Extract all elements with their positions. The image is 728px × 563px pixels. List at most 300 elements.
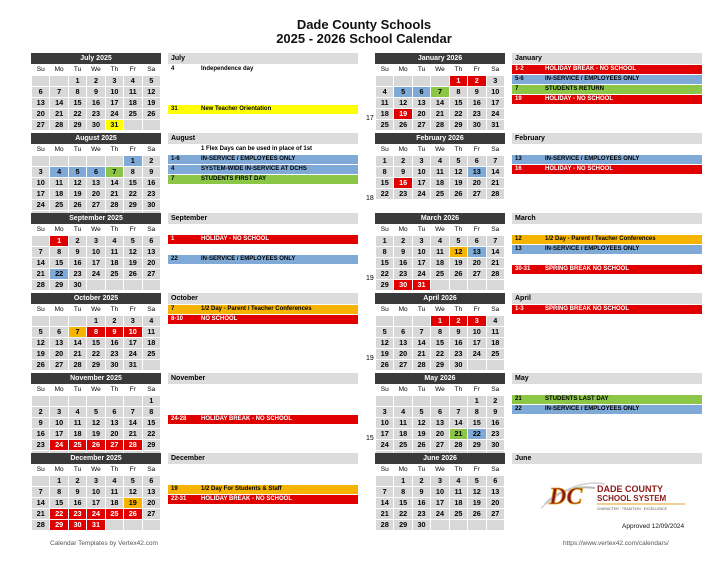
calendar-day: 22 — [50, 269, 68, 280]
calendar-day: 13 — [50, 338, 68, 349]
calendar-event — [168, 415, 358, 424]
month-notes-header: November — [168, 373, 358, 384]
calendar-day: 18 — [68, 429, 86, 440]
month-header: April 2026 — [375, 293, 505, 304]
calendar-title: 2025 - 2026 School Calendar — [276, 31, 452, 46]
calendar-day: 13 — [142, 487, 160, 498]
calendar-day: 5 — [68, 167, 86, 178]
event-text: New Teacher Orientation — [201, 106, 272, 112]
calendar-day: 25 — [124, 109, 142, 120]
calendar-day: 7 — [32, 487, 50, 498]
calendar-day: 20 — [486, 498, 504, 509]
logo-line1: DADE COUNTY — [597, 484, 664, 494]
calendar-day: 7 — [431, 87, 449, 98]
calendar-day: 10 — [412, 247, 430, 258]
calendar-day: 12 — [412, 418, 430, 429]
calendar-day: 28 — [376, 520, 394, 531]
calendar-day: 15 — [376, 178, 394, 189]
logo-tagline: CHARACTER · TRADITION · EXCELLENCE — [597, 507, 667, 511]
empty-day — [124, 396, 142, 407]
event-date: 22 — [515, 406, 522, 412]
calendar-day: 18 — [376, 109, 394, 120]
calendar-day: 19 — [87, 429, 105, 440]
weekday-label: Tu — [412, 145, 430, 156]
calendar-day: 18 — [105, 498, 123, 509]
empty-day — [32, 236, 50, 247]
calendar-day: 30 — [142, 200, 160, 211]
calendar-day: 16 — [142, 178, 160, 189]
calendar-day: 27 — [394, 360, 412, 371]
calendar-day: 30 — [412, 520, 430, 531]
calendar-day: 15 — [87, 338, 105, 349]
calendar-event — [168, 245, 358, 254]
calendar-day: 18 — [394, 429, 412, 440]
weekday-label: We — [431, 465, 449, 476]
calendar-day: 22 — [124, 189, 142, 200]
event-date: 31 — [171, 106, 178, 112]
calendar-day: 13 — [142, 247, 160, 258]
approved-date: Approved 12/09/2024 — [622, 523, 685, 530]
calendar-day: 9 — [105, 327, 123, 338]
event-text: IN-SERVICE / EMPLOYEES ONLY — [545, 156, 640, 162]
calendar-day: 6 — [468, 156, 486, 167]
calendar-day: 29 — [394, 520, 412, 531]
calendar-day: 10 — [376, 418, 394, 429]
calendar-day: 23 — [486, 429, 504, 440]
calendar-day: 14 — [124, 418, 142, 429]
calendar-day: 25 — [486, 349, 504, 360]
calendar-day: 17 — [412, 178, 430, 189]
calendar-day: 16 — [394, 258, 412, 269]
empty-day — [105, 280, 123, 291]
weekday-label: Th — [449, 305, 467, 316]
calendar-day: 20 — [32, 109, 50, 120]
calendar-day: 13 — [87, 178, 105, 189]
school-days-count: 19 — [366, 355, 374, 362]
event-date: 4 — [171, 66, 175, 72]
calendar-day: 4 — [449, 476, 467, 487]
calendar-day: 3 — [87, 236, 105, 247]
calendar-day: 1 — [468, 396, 486, 407]
calendar-day: 2 — [68, 236, 86, 247]
calendar-day: 23 — [105, 349, 123, 360]
calendar-day: 16 — [468, 98, 486, 109]
empty-day — [394, 316, 412, 327]
month-calendar — [375, 53, 505, 131]
calendar-day: 9 — [68, 487, 86, 498]
weekday-label: Su — [32, 65, 50, 76]
empty-day — [32, 476, 50, 487]
calendar-day: 8 — [124, 167, 142, 178]
calendar-day: 28 — [486, 269, 504, 280]
calendar-day: 26 — [449, 269, 467, 280]
weekday-label: Mo — [50, 305, 68, 316]
empty-day — [376, 316, 394, 327]
school-days-count: 17 — [366, 115, 374, 122]
calendar-day: 19 — [394, 109, 412, 120]
weekday-label: Th — [449, 465, 467, 476]
event-text: 1/2 Day For Students & Staff — [201, 486, 282, 492]
weekday-label: Mo — [394, 225, 412, 236]
calendar-day: 13 — [431, 418, 449, 429]
calendar-day: 5 — [449, 156, 467, 167]
calendar-day: 29 — [431, 360, 449, 371]
calendar-day: 2 — [486, 396, 504, 407]
calendar-day: 30 — [105, 360, 123, 371]
calendar-day: 17 — [32, 189, 50, 200]
calendar-day: 15 — [68, 98, 86, 109]
calendar-day: 2 — [87, 76, 105, 87]
calendar-day: 13 — [32, 98, 50, 109]
calendar-day: 24 — [431, 509, 449, 520]
empty-day — [32, 156, 50, 167]
weekday-label: Sa — [486, 225, 504, 236]
calendar-day: 7 — [105, 167, 123, 178]
calendar-day: 21 — [376, 509, 394, 520]
calendar-day: 21 — [431, 109, 449, 120]
weekday-label: Sa — [142, 225, 160, 236]
calendar-day: 3 — [431, 476, 449, 487]
calendar-day: 17 — [124, 338, 142, 349]
calendar-day: 9 — [142, 167, 160, 178]
footer-credit: Calendar Templates by Vertex42.com — [50, 540, 158, 547]
weekday-label: Tu — [68, 145, 86, 156]
month-notes — [512, 53, 702, 104]
calendar-day: 19 — [449, 178, 467, 189]
calendar-day: 11 — [376, 98, 394, 109]
calendar-day: 4 — [431, 156, 449, 167]
calendar-day: 3 — [376, 407, 394, 418]
event-date: 22-31 — [171, 496, 187, 502]
event-date: 22 — [171, 256, 178, 262]
calendar-event — [168, 475, 358, 484]
weekday-label: Mo — [50, 145, 68, 156]
calendar-day: 16 — [394, 178, 412, 189]
calendar-day: 1 — [376, 156, 394, 167]
calendar-event — [168, 85, 358, 94]
calendar-day: 7 — [68, 327, 86, 338]
event-date: 19 — [171, 486, 178, 492]
empty-day — [468, 280, 486, 291]
month-header: November 2025 — [31, 373, 161, 384]
calendar-day: 30 — [68, 280, 86, 291]
calendar-day: 18 — [124, 98, 142, 109]
empty-day — [468, 520, 486, 531]
weekday-label: We — [87, 385, 105, 396]
calendar-event — [512, 235, 702, 244]
calendar-day: 27 — [486, 509, 504, 520]
empty-day — [431, 280, 449, 291]
weekday-label: Fr — [124, 385, 142, 396]
calendar-day: 9 — [468, 87, 486, 98]
weekday-label: Th — [105, 145, 123, 156]
calendar-day: 23 — [449, 349, 467, 360]
calendar-day: 24 — [87, 509, 105, 520]
month-notes — [512, 453, 702, 464]
empty-day — [50, 316, 68, 327]
calendar-day: 9 — [68, 247, 86, 258]
event-text: STUDENTS RETURN — [545, 86, 605, 92]
calendar-day: 14 — [50, 98, 68, 109]
month-header: January 2026 — [375, 53, 505, 64]
weekday-label: We — [87, 145, 105, 156]
weekday-label: Th — [105, 465, 123, 476]
calendar-day: 23 — [68, 509, 86, 520]
calendar-day: 27 — [412, 120, 430, 131]
calendar-day: 28 — [68, 360, 86, 371]
school-logo — [535, 474, 695, 514]
weekday-label: Mo — [50, 385, 68, 396]
weekday-label: Tu — [412, 225, 430, 236]
calendar-day: 10 — [87, 247, 105, 258]
event-text: SPRING BREAK NO SCHOOL — [545, 266, 630, 272]
weekday-label: We — [87, 465, 105, 476]
empty-day — [376, 76, 394, 87]
calendar-day: 5 — [32, 327, 50, 338]
calendar-day: 25 — [142, 349, 160, 360]
calendar-day: 19 — [124, 498, 142, 509]
month-notes-header: September — [168, 213, 358, 224]
calendar-day: 2 — [105, 316, 123, 327]
calendar-day: 10 — [124, 327, 142, 338]
calendar-day: 21 — [449, 429, 467, 440]
month-calendar — [31, 373, 161, 462]
calendar-day: 25 — [50, 200, 68, 211]
calendar-day: 12 — [394, 98, 412, 109]
weekday-label: We — [431, 65, 449, 76]
calendar-event — [512, 165, 702, 174]
weekday-label: Mo — [394, 465, 412, 476]
calendar-event — [168, 385, 358, 394]
empty-day — [449, 396, 467, 407]
month-notes — [168, 53, 358, 114]
event-text: STUDENTS FIRST DAY — [201, 176, 267, 182]
weekday-label: Fr — [468, 465, 486, 476]
calendar-day: 4 — [142, 316, 160, 327]
calendar-day: 29 — [87, 360, 105, 371]
weekday-label: We — [431, 385, 449, 396]
calendar-day: 12 — [376, 338, 394, 349]
month-notes — [512, 373, 702, 414]
calendar-day: 12 — [87, 418, 105, 429]
calendar-day: 7 — [50, 87, 68, 98]
calendar-day: 4 — [376, 87, 394, 98]
calendar-day: 11 — [105, 247, 123, 258]
empty-day — [32, 316, 50, 327]
calendar-day: 31 — [105, 120, 123, 131]
calendar-day: 6 — [32, 87, 50, 98]
logo-monogram: DC — [549, 484, 583, 510]
month-notes-header: January — [512, 53, 702, 64]
calendar-day: 4 — [50, 167, 68, 178]
calendar-day: 26 — [142, 109, 160, 120]
event-text: STUDENTS LAST DAY — [545, 396, 609, 402]
calendar-day: 8 — [376, 167, 394, 178]
calendar-day: 18 — [105, 258, 123, 269]
event-text: 1/2 Day - Parent / Teacher Conferences — [201, 306, 312, 312]
empty-day — [105, 520, 123, 531]
calendar-day: 24 — [412, 269, 430, 280]
calendar-day: 16 — [68, 258, 86, 269]
footer-url[interactable]: https://www.vertex42.com/calendars/ — [563, 540, 669, 547]
month-calendar — [375, 213, 505, 291]
calendar-day: 26 — [468, 509, 486, 520]
calendar-day: 2 — [412, 476, 430, 487]
calendar-day: 5 — [142, 76, 160, 87]
calendar-day: 29 — [68, 120, 86, 131]
calendar-day: 20 — [468, 258, 486, 269]
month-notes-header: December — [168, 453, 358, 464]
calendar-event — [512, 75, 702, 84]
calendar-day: 25 — [105, 509, 123, 520]
calendar-day: 14 — [376, 498, 394, 509]
weekday-label: Fr — [468, 305, 486, 316]
calendar-day: 11 — [431, 247, 449, 258]
calendar-day: 28 — [412, 360, 430, 371]
calendar-day: 12 — [449, 167, 467, 178]
calendar-day: 24 — [486, 109, 504, 120]
calendar-day: 30 — [449, 360, 467, 371]
calendar-day: 30 — [394, 280, 412, 291]
month-notes — [168, 133, 358, 184]
event-date: 1 — [171, 236, 175, 242]
calendar-day: 18 — [431, 258, 449, 269]
weekday-label: Su — [376, 465, 394, 476]
calendar-day: 23 — [394, 189, 412, 200]
weekday-label: Th — [105, 65, 123, 76]
month-header: September 2025 — [31, 213, 161, 224]
calendar-day: 9 — [486, 407, 504, 418]
calendar-day: 28 — [431, 120, 449, 131]
event-date: 5-6 — [515, 76, 524, 82]
month-notes-header: March — [512, 213, 702, 224]
weekday-label: Mo — [50, 225, 68, 236]
calendar-day: 28 — [32, 520, 50, 531]
empty-day — [431, 396, 449, 407]
weekday-label: Fr — [124, 465, 142, 476]
calendar-day: 8 — [87, 327, 105, 338]
calendar-day: 31 — [486, 120, 504, 131]
calendar-day: 3 — [50, 407, 68, 418]
calendar-day: 16 — [105, 338, 123, 349]
calendar-day: 14 — [449, 418, 467, 429]
event-date: 1-3 — [515, 306, 524, 312]
calendar-day: 14 — [32, 498, 50, 509]
calendar-day: 15 — [394, 498, 412, 509]
event-text: SYSTEM-WIDE IN-SERVICE AT DCHS — [201, 166, 307, 172]
empty-day — [124, 280, 142, 291]
month-notes — [512, 133, 702, 174]
calendar-day: 25 — [394, 440, 412, 451]
event-date: 13 — [515, 156, 522, 162]
month-notes — [168, 213, 358, 264]
calendar-day: 2 — [68, 476, 86, 487]
calendar-day: 4 — [486, 316, 504, 327]
empty-day — [412, 316, 430, 327]
calendar-day: 8 — [394, 487, 412, 498]
calendar-day: 12 — [449, 247, 467, 258]
calendar-day: 5 — [394, 87, 412, 98]
calendar-event — [168, 235, 358, 244]
event-date: 7 — [171, 176, 175, 182]
calendar-event — [512, 255, 702, 264]
calendar-day: 10 — [32, 178, 50, 189]
calendar-day: 12 — [68, 178, 86, 189]
calendar-day: 18 — [486, 338, 504, 349]
calendar-day: 1 — [87, 316, 105, 327]
calendar-day: 11 — [431, 167, 449, 178]
event-date: 8-10 — [171, 316, 184, 322]
weekday-label: Fr — [468, 65, 486, 76]
calendar-day: 28 — [486, 189, 504, 200]
calendar-day: 27 — [468, 269, 486, 280]
calendar-day: 31 — [124, 360, 142, 371]
calendar-day: 12 — [124, 247, 142, 258]
event-text: 1 Flex Days can be used in place of 1st — [201, 146, 313, 152]
calendar-day: 19 — [376, 349, 394, 360]
calendar-day: 6 — [486, 476, 504, 487]
calendar-day: 31 — [87, 520, 105, 531]
calendar-day: 28 — [449, 440, 467, 451]
empty-day — [449, 280, 467, 291]
weekday-label: Th — [105, 305, 123, 316]
calendar-day: 23 — [394, 269, 412, 280]
calendar-event — [168, 175, 358, 184]
empty-day — [87, 156, 105, 167]
event-date: 21 — [515, 396, 522, 402]
calendar-day: 11 — [142, 327, 160, 338]
calendar-day: 25 — [68, 440, 86, 451]
calendar-day: 6 — [142, 476, 160, 487]
calendar-day: 24 — [412, 189, 430, 200]
calendar-day: 24 — [376, 440, 394, 451]
calendar-event — [168, 485, 358, 494]
weekday-label: Th — [449, 65, 467, 76]
calendar-day: 27 — [50, 360, 68, 371]
calendar-day: 5 — [124, 476, 142, 487]
weekday-label: Fr — [124, 65, 142, 76]
calendar-event — [512, 245, 702, 254]
weekday-label: Su — [376, 65, 394, 76]
empty-day — [412, 76, 430, 87]
event-date: 30-31 — [515, 266, 531, 272]
month-notes — [168, 373, 358, 424]
calendar-day: 9 — [32, 418, 50, 429]
event-text: IN-SERVICE / EMPLOYEES ONLY — [545, 76, 640, 82]
calendar-day: 20 — [394, 349, 412, 360]
calendar-day: 21 — [486, 258, 504, 269]
event-text: IN-SERVICE / EMPLOYEES ONLY — [201, 256, 296, 262]
calendar-day: 22 — [87, 349, 105, 360]
calendar-day: 23 — [412, 509, 430, 520]
calendar-event — [168, 155, 358, 164]
weekday-label: Sa — [142, 65, 160, 76]
empty-day — [105, 156, 123, 167]
calendar-day: 25 — [449, 509, 467, 520]
calendar-day: 10 — [486, 87, 504, 98]
calendar-day: 16 — [87, 98, 105, 109]
weekday-label: Sa — [142, 145, 160, 156]
calendar-event — [512, 145, 702, 154]
weekday-label: Su — [376, 305, 394, 316]
calendar-day: 4 — [68, 407, 86, 418]
calendar-day: 11 — [50, 178, 68, 189]
calendar-day: 30 — [486, 440, 504, 451]
calendar-day: 14 — [68, 338, 86, 349]
calendar-day: 19 — [412, 429, 430, 440]
weekday-label: Tu — [412, 385, 430, 396]
calendar-day: 19 — [468, 498, 486, 509]
